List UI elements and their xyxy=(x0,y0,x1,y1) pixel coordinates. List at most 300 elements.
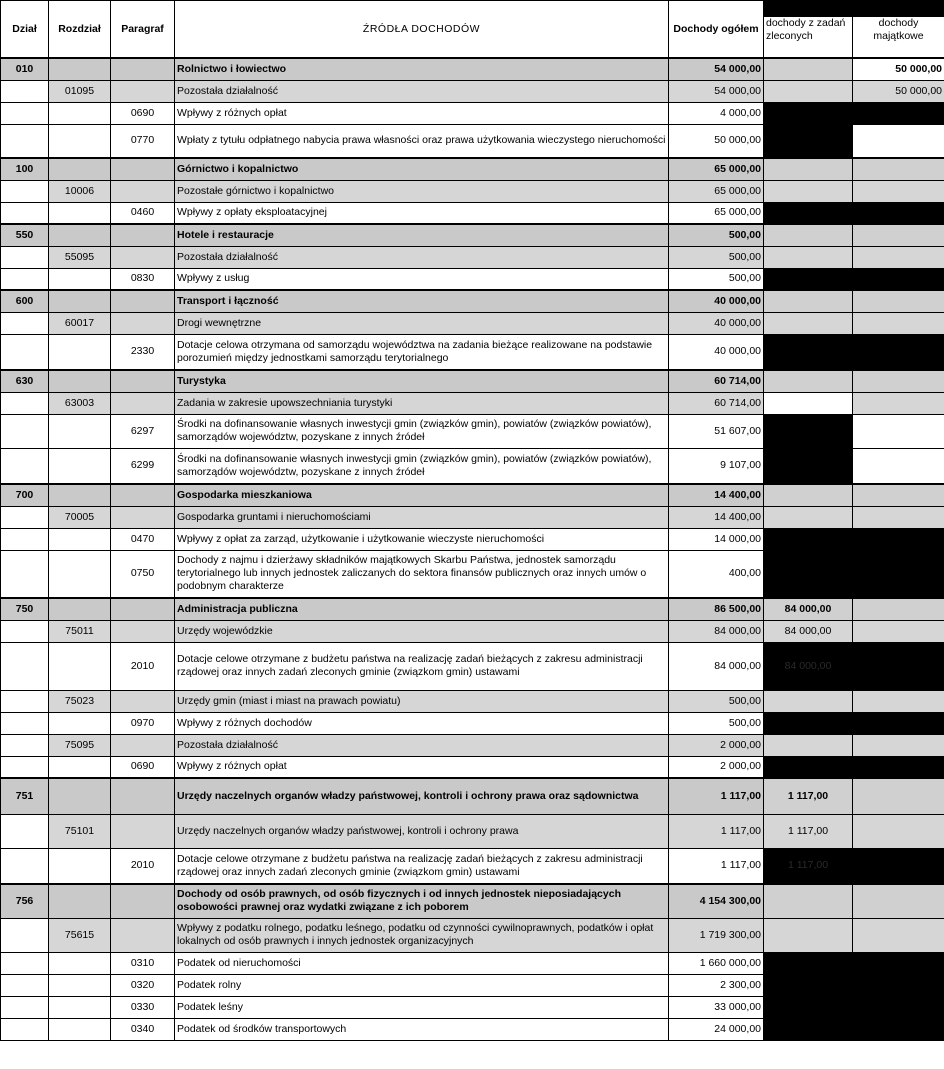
dzial-code xyxy=(1,814,49,848)
source-name: Pozostała działalność xyxy=(175,246,669,268)
source-name: Środki na dofinansowanie własnych inwestycji gmin (związków gmin), powiatów (związków powiatów), samorządów województw, pozyskane z innych źródeł xyxy=(175,414,669,448)
dzial-code: 750 xyxy=(1,598,49,620)
paragraf-row xyxy=(1,414,944,448)
rozdzial-row xyxy=(1,814,944,848)
source-name: Podatek od środków transportowych xyxy=(175,1018,669,1040)
source-name: Wpływy z opłaty eksploatacyjnej xyxy=(175,202,669,224)
majatkowe-amount: 50 000,00 xyxy=(853,80,944,102)
zlecone-amount: 1 117,00 xyxy=(764,778,853,814)
paragraf-code xyxy=(111,290,175,312)
source-name: Urzędy gmin (miast i miast na prawach powiatu) xyxy=(175,690,669,712)
total-amount: 33 000,00 xyxy=(669,996,764,1018)
majatkowe-amount xyxy=(853,246,944,268)
zlecone-amount: 84 000,00 xyxy=(764,642,853,690)
dzial-row xyxy=(1,290,944,312)
dzial-row xyxy=(1,778,944,814)
dzial-code xyxy=(1,268,49,290)
source-name: Środki na dofinansowanie własnych inwestycji gmin (związków gmin), powiatów (związków powiatów), samorządów województw, pozyskane z innych źródeł xyxy=(175,448,669,484)
source-name: Dochody z najmu i dzierżawy składników majątkowych Skarbu Państwa, jednostek samorządu terytorialnego lub innych jednostek zaliczanych do sektora finansów publicznych oraz innych umów o podobnym charakterze xyxy=(175,550,669,598)
total-amount: 14 000,00 xyxy=(669,528,764,550)
paragraf-code xyxy=(111,918,175,952)
total-amount: 500,00 xyxy=(669,690,764,712)
dzial-code xyxy=(1,952,49,974)
paragraf-row xyxy=(1,124,944,158)
source-name: Dotacje celowa otrzymana od samorządu województwa na zadania bieżące realizowane na podstawie porozumień między jednostkami samorządu terytorialnego xyxy=(175,334,669,370)
paragraf-code: 0470 xyxy=(111,528,175,550)
source-name: Pozostała działalność xyxy=(175,734,669,756)
zlecone-amount xyxy=(764,268,853,290)
dzial-row xyxy=(1,370,944,392)
dzial-code xyxy=(1,392,49,414)
dzial-code xyxy=(1,80,49,102)
dzial-code xyxy=(1,734,49,756)
zlecone-amount xyxy=(764,102,853,124)
paragraf-code: 0690 xyxy=(111,756,175,778)
paragraf-code: 6297 xyxy=(111,414,175,448)
dzial-code: 756 xyxy=(1,884,49,918)
paragraf-row xyxy=(1,996,944,1018)
paragraf-row xyxy=(1,952,944,974)
rozdzial-code xyxy=(49,952,111,974)
majatkowe-amount xyxy=(853,848,944,884)
dzial-code: 751 xyxy=(1,778,49,814)
rozdzial-code: 75011 xyxy=(49,620,111,642)
paragraf-code xyxy=(111,734,175,756)
source-name: Rolnictwo i łowiectwo xyxy=(175,58,669,80)
majatkowe-amount xyxy=(853,334,944,370)
rozdzial-code xyxy=(49,202,111,224)
majatkowe-amount xyxy=(853,224,944,246)
total-amount: 1 719 300,00 xyxy=(669,918,764,952)
rozdzial-code xyxy=(49,550,111,598)
dzial-code xyxy=(1,756,49,778)
rozdzial-code: 75095 xyxy=(49,734,111,756)
col-header-w-tym: w tym: xyxy=(764,1,944,17)
col-header-paragraf: Paragraf xyxy=(111,1,175,59)
paragraf-code: 0970 xyxy=(111,712,175,734)
total-amount: 2 000,00 xyxy=(669,756,764,778)
rozdzial-code xyxy=(49,158,111,180)
paragraf-code: 0830 xyxy=(111,268,175,290)
zlecone-amount xyxy=(764,884,853,918)
source-name: Dotacje celowe otrzymane z budżetu państwa na realizację zadań bieżących z zakresu administracji rządowej oraz innych zadań zleconych gminie (związkom gmin) ustawami xyxy=(175,848,669,884)
source-name: Urzędy naczelnych organów władzy państwowej, kontroli i ochrony prawa xyxy=(175,814,669,848)
rozdzial-code xyxy=(49,290,111,312)
dzial-code xyxy=(1,620,49,642)
majatkowe-amount xyxy=(853,124,944,158)
zlecone-amount xyxy=(764,484,853,506)
total-amount: 54 000,00 xyxy=(669,58,764,80)
majatkowe-amount xyxy=(853,506,944,528)
majatkowe-amount xyxy=(853,312,944,334)
total-amount: 65 000,00 xyxy=(669,202,764,224)
source-name: Wpływy z różnych dochodów xyxy=(175,712,669,734)
majatkowe-amount: 50 000,00 xyxy=(853,58,944,80)
rozdzial-code xyxy=(49,334,111,370)
source-name: Górnictwo i kopalnictwo xyxy=(175,158,669,180)
majatkowe-amount xyxy=(853,392,944,414)
dzial-code xyxy=(1,506,49,528)
majatkowe-amount xyxy=(853,690,944,712)
rozdzial-code xyxy=(49,58,111,80)
zlecone-amount xyxy=(764,392,853,414)
majatkowe-amount xyxy=(853,202,944,224)
total-amount: 24 000,00 xyxy=(669,1018,764,1040)
zlecone-amount xyxy=(764,158,853,180)
paragraf-row xyxy=(1,102,944,124)
col-header-rozdzial: Rozdział xyxy=(49,1,111,59)
source-name: Urzędy wojewódzkie xyxy=(175,620,669,642)
zlecone-amount xyxy=(764,550,853,598)
paragraf-row xyxy=(1,268,944,290)
paragraf-code xyxy=(111,392,175,414)
total-amount: 4 000,00 xyxy=(669,102,764,124)
zlecone-amount xyxy=(764,506,853,528)
rozdzial-row xyxy=(1,392,944,414)
zlecone-amount xyxy=(764,756,853,778)
total-amount: 60 714,00 xyxy=(669,370,764,392)
paragraf-code xyxy=(111,778,175,814)
majatkowe-amount xyxy=(853,528,944,550)
total-amount: 65 000,00 xyxy=(669,180,764,202)
majatkowe-amount xyxy=(853,180,944,202)
dzial-code xyxy=(1,312,49,334)
total-amount: 65 000,00 xyxy=(669,158,764,180)
rozdzial-row xyxy=(1,734,944,756)
total-amount: 9 107,00 xyxy=(669,448,764,484)
source-name: Dochody od osób prawnych, od osób fizycznych i od innych jednostek nieposiadających osobowości prawnej oraz wydatki związane z ich poborem xyxy=(175,884,669,918)
zlecone-amount xyxy=(764,80,853,102)
rozdzial-code xyxy=(49,448,111,484)
rozdzial-code xyxy=(49,642,111,690)
zlecone-amount xyxy=(764,690,853,712)
zlecone-amount xyxy=(764,370,853,392)
zlecone-amount xyxy=(764,414,853,448)
zlecone-amount xyxy=(764,528,853,550)
zlecone-amount xyxy=(764,180,853,202)
majatkowe-amount xyxy=(853,884,944,918)
paragraf-code: 2010 xyxy=(111,642,175,690)
dzial-row xyxy=(1,884,944,918)
col-header-zlecone: dochody z zadań zleconych xyxy=(764,17,853,58)
source-name: Gospodarka mieszkaniowa xyxy=(175,484,669,506)
col-header-zrodla: ŹRÓDŁA DOCHODÓW xyxy=(175,1,669,59)
majatkowe-amount xyxy=(853,598,944,620)
paragraf-code: 6299 xyxy=(111,448,175,484)
source-name: Turystyka xyxy=(175,370,669,392)
paragraf-code: 2330 xyxy=(111,334,175,370)
paragraf-code xyxy=(111,58,175,80)
rozdzial-code: 01095 xyxy=(49,80,111,102)
paragraf-code xyxy=(111,370,175,392)
total-amount: 14 400,00 xyxy=(669,506,764,528)
total-amount: 500,00 xyxy=(669,224,764,246)
dzial-code xyxy=(1,918,49,952)
zlecone-amount xyxy=(764,734,853,756)
zlecone-amount: 1 117,00 xyxy=(764,814,853,848)
source-name: Wpływy z podatku rolnego, podatku leśnego, podatku od czynności cywilnoprawnych, podatków i opłat lokalnych od osób prawnych i innych jednostek organizacyjnych xyxy=(175,918,669,952)
dzial-code xyxy=(1,642,49,690)
total-amount: 40 000,00 xyxy=(669,312,764,334)
majatkowe-amount xyxy=(853,756,944,778)
zlecone-amount xyxy=(764,124,853,158)
dzial-code: 700 xyxy=(1,484,49,506)
total-amount: 1 117,00 xyxy=(669,778,764,814)
rozdzial-code xyxy=(49,996,111,1018)
majatkowe-amount xyxy=(853,448,944,484)
source-name: Zadania w zakresie upowszechniania turystyki xyxy=(175,392,669,414)
rozdzial-code: 63003 xyxy=(49,392,111,414)
paragraf-row xyxy=(1,550,944,598)
zlecone-amount xyxy=(764,918,853,952)
total-amount: 2 300,00 xyxy=(669,974,764,996)
dzial-code xyxy=(1,414,49,448)
source-name: Podatek rolny xyxy=(175,974,669,996)
dzial-code: 600 xyxy=(1,290,49,312)
total-amount: 1 117,00 xyxy=(669,848,764,884)
paragraf-row xyxy=(1,334,944,370)
paragraf-code xyxy=(111,180,175,202)
rozdzial-code: 10006 xyxy=(49,180,111,202)
col-header-dzial: Dział xyxy=(1,1,49,59)
rozdzial-code: 60017 xyxy=(49,312,111,334)
rozdzial-row xyxy=(1,180,944,202)
zlecone-amount xyxy=(764,712,853,734)
source-name: Wpłaty z tytułu odpłatnego nabycia prawa własności oraz prawa użytkowania wieczystego nieruchomości xyxy=(175,124,669,158)
total-amount: 84 000,00 xyxy=(669,642,764,690)
majatkowe-amount xyxy=(853,550,944,598)
dzial-row xyxy=(1,484,944,506)
rozdzial-row xyxy=(1,918,944,952)
table-body xyxy=(1,58,944,1040)
dzial-code xyxy=(1,550,49,598)
rozdzial-code xyxy=(49,124,111,158)
dzial-row xyxy=(1,58,944,80)
dzial-code xyxy=(1,202,49,224)
dzial-code: 100 xyxy=(1,158,49,180)
paragraf-code xyxy=(111,814,175,848)
source-name: Wpływy z różnych opłat xyxy=(175,102,669,124)
dzial-code xyxy=(1,448,49,484)
paragraf-row xyxy=(1,448,944,484)
paragraf-row xyxy=(1,1018,944,1040)
dzial-code xyxy=(1,124,49,158)
dzial-code: 630 xyxy=(1,370,49,392)
source-name: Pozostałe górnictwo i kopalnictwo xyxy=(175,180,669,202)
total-amount: 50 000,00 xyxy=(669,124,764,158)
rozdzial-row xyxy=(1,80,944,102)
majatkowe-amount xyxy=(853,642,944,690)
rozdzial-row xyxy=(1,690,944,712)
col-header-majatkowe: dochody majątkowe xyxy=(853,17,944,58)
majatkowe-amount xyxy=(853,952,944,974)
paragraf-row xyxy=(1,848,944,884)
total-amount: 60 714,00 xyxy=(669,392,764,414)
zlecone-amount: 84 000,00 xyxy=(764,620,853,642)
dzial-code xyxy=(1,334,49,370)
source-name: Wpływy z opłat za zarząd, użytkowanie i użytkowanie wieczyste nieruchomości xyxy=(175,528,669,550)
zlecone-amount xyxy=(764,448,853,484)
majatkowe-amount xyxy=(853,778,944,814)
paragraf-code xyxy=(111,312,175,334)
paragraf-code: 0320 xyxy=(111,974,175,996)
paragraf-row xyxy=(1,712,944,734)
dzial-code xyxy=(1,180,49,202)
paragraf-row xyxy=(1,642,944,690)
total-amount: 40 000,00 xyxy=(669,334,764,370)
zlecone-amount: 1 117,00 xyxy=(764,848,853,884)
majatkowe-amount xyxy=(853,814,944,848)
majatkowe-amount xyxy=(853,158,944,180)
source-name: Administracja publiczna xyxy=(175,598,669,620)
source-name: Drogi wewnętrzne xyxy=(175,312,669,334)
rozdzial-code xyxy=(49,756,111,778)
rozdzial-row xyxy=(1,506,944,528)
total-amount: 500,00 xyxy=(669,268,764,290)
majatkowe-amount xyxy=(853,102,944,124)
total-amount: 1 117,00 xyxy=(669,814,764,848)
zlecone-amount xyxy=(764,58,853,80)
total-amount: 40 000,00 xyxy=(669,290,764,312)
source-name: Pozostała działalność xyxy=(175,80,669,102)
dzial-code xyxy=(1,690,49,712)
majatkowe-amount xyxy=(853,918,944,952)
paragraf-code: 0750 xyxy=(111,550,175,598)
zlecone-amount xyxy=(764,312,853,334)
total-amount: 400,00 xyxy=(669,550,764,598)
zlecone-amount xyxy=(764,224,853,246)
paragraf-code xyxy=(111,598,175,620)
source-name: Dotacje celowe otrzymane z budżetu państwa na realizację zadań bieżących z zakresu administracji rządowej oraz innych zadań zleconych gminie (związkom gmin) ustawami xyxy=(175,642,669,690)
zlecone-amount xyxy=(764,202,853,224)
rozdzial-code xyxy=(49,598,111,620)
dzial-code xyxy=(1,1018,49,1040)
total-amount: 500,00 xyxy=(669,246,764,268)
dzial-code xyxy=(1,528,49,550)
zlecone-amount xyxy=(764,952,853,974)
rozdzial-row xyxy=(1,246,944,268)
majatkowe-amount xyxy=(853,974,944,996)
paragraf-code: 0310 xyxy=(111,952,175,974)
paragraf-code xyxy=(111,884,175,918)
rozdzial-code xyxy=(49,884,111,918)
rozdzial-code: 70005 xyxy=(49,506,111,528)
paragraf-code: 0460 xyxy=(111,202,175,224)
total-amount: 1 660 000,00 xyxy=(669,952,764,974)
source-name: Podatek leśny xyxy=(175,996,669,1018)
source-name: Gospodarka gruntami i nieruchomościami xyxy=(175,506,669,528)
rozdzial-code xyxy=(49,528,111,550)
dzial-code xyxy=(1,974,49,996)
paragraf-row xyxy=(1,202,944,224)
rozdzial-code: 75101 xyxy=(49,814,111,848)
rozdzial-code xyxy=(49,848,111,884)
rozdzial-row xyxy=(1,312,944,334)
paragraf-code xyxy=(111,484,175,506)
paragraf-row xyxy=(1,756,944,778)
source-name: Wpływy z różnych opłat xyxy=(175,756,669,778)
majatkowe-amount xyxy=(853,414,944,448)
dzial-code xyxy=(1,246,49,268)
dzial-code xyxy=(1,996,49,1018)
paragraf-code xyxy=(111,506,175,528)
col-header-dochody-ogolem: Dochody ogółem xyxy=(669,1,764,59)
rozdzial-code xyxy=(49,102,111,124)
dzial-row xyxy=(1,224,944,246)
total-amount: 84 000,00 xyxy=(669,620,764,642)
majatkowe-amount xyxy=(853,370,944,392)
majatkowe-amount xyxy=(853,290,944,312)
majatkowe-amount xyxy=(853,620,944,642)
paragraf-code xyxy=(111,224,175,246)
zlecone-amount xyxy=(764,996,853,1018)
paragraf-row xyxy=(1,974,944,996)
paragraf-code xyxy=(111,80,175,102)
rozdzial-code xyxy=(49,974,111,996)
zlecone-amount xyxy=(764,334,853,370)
paragraf-code: 0330 xyxy=(111,996,175,1018)
dzial-row xyxy=(1,598,944,620)
paragraf-code xyxy=(111,246,175,268)
rozdzial-code xyxy=(49,370,111,392)
zlecone-amount xyxy=(764,974,853,996)
dzial-code: 010 xyxy=(1,58,49,80)
zlecone-amount xyxy=(764,246,853,268)
total-amount: 500,00 xyxy=(669,712,764,734)
majatkowe-amount xyxy=(853,996,944,1018)
dzial-row xyxy=(1,158,944,180)
rozdzial-code xyxy=(49,1018,111,1040)
total-amount: 2 000,00 xyxy=(669,734,764,756)
rozdzial-code: 75615 xyxy=(49,918,111,952)
source-name: Wpływy z usług xyxy=(175,268,669,290)
paragraf-row xyxy=(1,528,944,550)
source-name: Hotele i restauracje xyxy=(175,224,669,246)
paragraf-code: 0340 xyxy=(111,1018,175,1040)
rozdzial-code xyxy=(49,484,111,506)
dzial-code: 550 xyxy=(1,224,49,246)
paragraf-code: 0690 xyxy=(111,102,175,124)
source-name: Urzędy naczelnych organów władzy państwowej, kontroli i ochrony prawa oraz sądownictwa xyxy=(175,778,669,814)
majatkowe-amount xyxy=(853,268,944,290)
rozdzial-code xyxy=(49,268,111,290)
rozdzial-code xyxy=(49,712,111,734)
majatkowe-amount xyxy=(853,484,944,506)
paragraf-code: 2010 xyxy=(111,848,175,884)
zlecone-amount xyxy=(764,290,853,312)
total-amount: 51 607,00 xyxy=(669,414,764,448)
total-amount: 4 154 300,00 xyxy=(669,884,764,918)
majatkowe-amount xyxy=(853,1018,944,1040)
rozdzial-code: 55095 xyxy=(49,246,111,268)
majatkowe-amount xyxy=(853,712,944,734)
majatkowe-amount xyxy=(853,734,944,756)
rozdzial-row xyxy=(1,620,944,642)
zlecone-amount: 84 000,00 xyxy=(764,598,853,620)
zlecone-amount xyxy=(764,1018,853,1040)
rozdzial-code xyxy=(49,414,111,448)
paragraf-code xyxy=(111,620,175,642)
total-amount: 14 400,00 xyxy=(669,484,764,506)
total-amount: 86 500,00 xyxy=(669,598,764,620)
dzial-code xyxy=(1,848,49,884)
paragraf-code xyxy=(111,690,175,712)
rozdzial-code xyxy=(49,778,111,814)
rozdzial-code: 75023 xyxy=(49,690,111,712)
dzial-code xyxy=(1,102,49,124)
total-amount: 54 000,00 xyxy=(669,80,764,102)
source-name: Podatek od nieruchomości xyxy=(175,952,669,974)
